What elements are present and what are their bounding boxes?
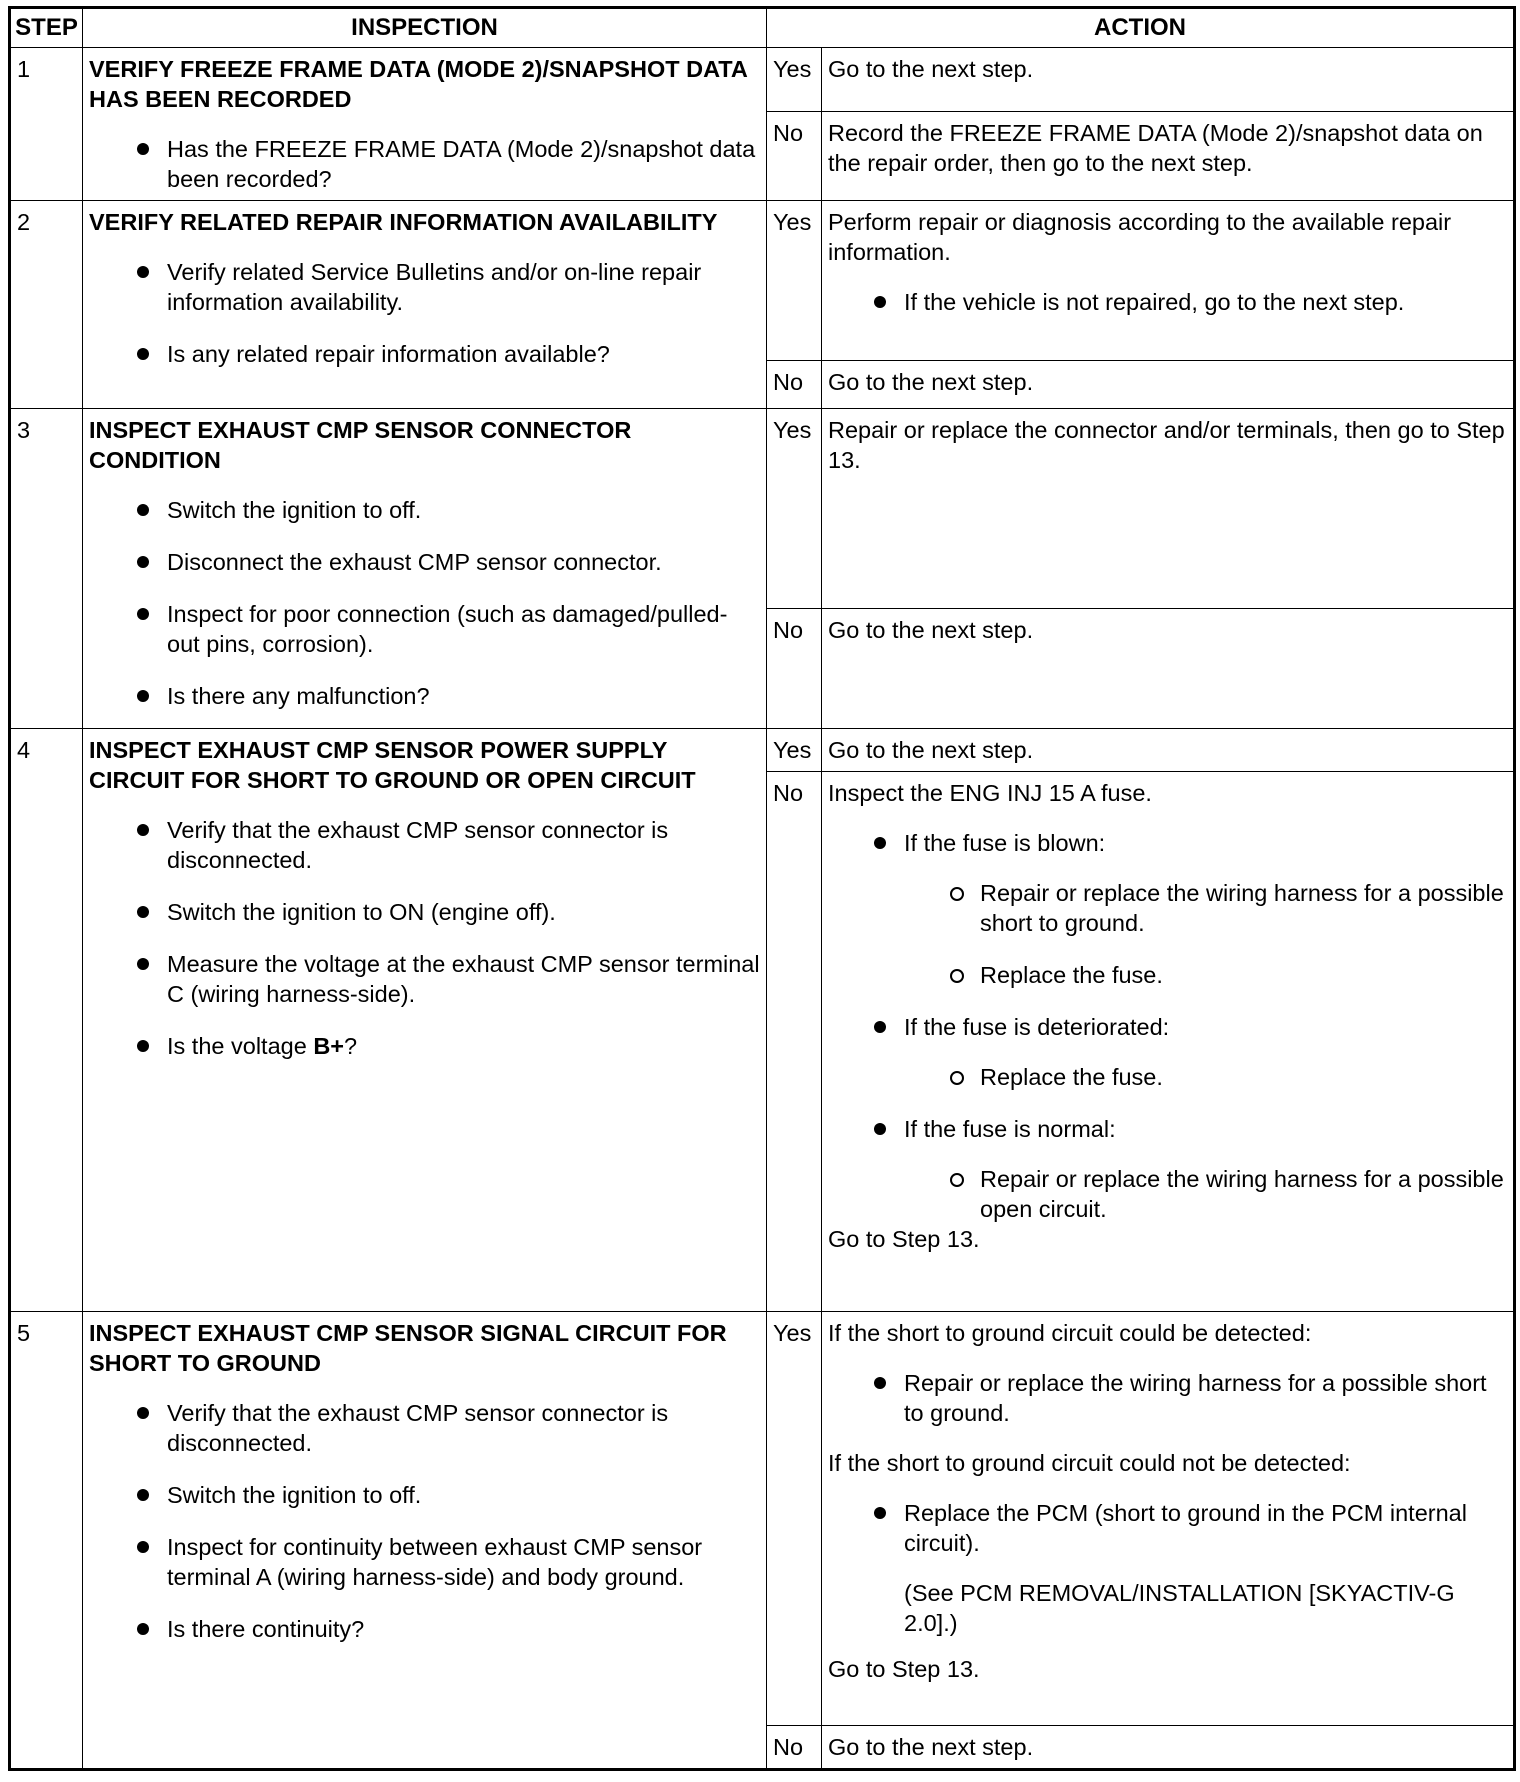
step-3-yes-row: [10, 409, 1515, 609]
no-action: Record the FREEZE FRAME DATA (Mode 2)/snapshot data on the repair order, then go to the next step.: [822, 112, 1515, 201]
bullet-item: Is there any malfunction?: [167, 681, 760, 711]
inspection-cell: [83, 729, 767, 1312]
bullet-item: [904, 1498, 1507, 1638]
inspection-cell: [83, 409, 767, 729]
no-action: Go to the next step.: [822, 361, 1515, 409]
step-number: 1: [10, 48, 83, 201]
sub-bullet-item: Replace the fuse.: [980, 960, 1507, 990]
yes-detected: If the short to ground circuit could be detected:: [828, 1320, 1312, 1346]
replace-pcm: Replace the PCM (short to ground in the PCM internal circuit).: [904, 1500, 1467, 1556]
bullet-item: Is any related repair information available?: [167, 339, 760, 369]
no-label: No: [767, 772, 822, 1312]
inspection-title: VERIFY FREEZE FRAME DATA (MODE 2)/SNAPSHOT DATA HAS BEEN RECORDED: [89, 56, 748, 112]
yes-final: Go to Step 13.: [828, 1656, 980, 1682]
step-number: 4: [10, 729, 83, 1312]
no-intro: Inspect the ENG INJ 15 A fuse.: [828, 780, 1152, 806]
bullet-item: Switch the ignition to off.: [167, 1480, 760, 1510]
yes-label: Yes: [767, 729, 822, 772]
bullet-item: Measure the voltage at the exhaust CMP sensor terminal C (wiring harness-side).: [167, 951, 760, 1007]
inspection-bullets: [89, 815, 760, 1061]
yes-detected-bullets: [828, 1368, 1507, 1428]
yes-action: Perform repair or diagnosis according to the available repair information.: [828, 209, 1452, 265]
step-1-yes-row: [10, 48, 1515, 112]
bullet-item: Is there continuity?: [167, 1614, 760, 1644]
yes-action: Go to the next step.: [822, 48, 1515, 112]
yes-label: Yes: [767, 1312, 822, 1726]
sub-bullets: [904, 1164, 1507, 1224]
bullet-item: [904, 828, 1507, 990]
no-label: No: [767, 609, 822, 729]
bullet-item: Switch the ignition to ON (engine off).: [167, 897, 760, 927]
step-4-yes-row: [10, 729, 1515, 772]
inspection-title: VERIFY RELATED REPAIR INFORMATION AVAILABILITY: [89, 209, 718, 235]
inspection-cell: [83, 201, 767, 409]
inspection-title: INSPECT EXHAUST CMP SENSOR POWER SUPPLY CIRCUIT FOR SHORT TO GROUND OR OPEN CIRCUIT: [89, 737, 696, 793]
bullet-item: [904, 1012, 1507, 1092]
yes-label: Yes: [767, 409, 822, 609]
bullet-prefix: Is the voltage: [167, 1033, 314, 1059]
inspection-bullets: [89, 495, 760, 711]
sub-bullet-item: Repair or replace the wiring harness for a possible open circuit.: [980, 1164, 1507, 1224]
inspection-bullets: [89, 257, 760, 369]
header-action: ACTION: [767, 8, 1515, 48]
yes-not-detected: If the short to ground circuit could not be detected:: [828, 1450, 1351, 1476]
fuse-normal: If the fuse is normal:: [904, 1116, 1116, 1142]
bullet-item: Has the FREEZE FRAME DATA (Mode 2)/snapshot data been recorded?: [167, 134, 760, 194]
bullet-item: Disconnect the exhaust CMP sensor connector.: [167, 547, 760, 577]
inspection-title: INSPECT EXHAUST CMP SENSOR SIGNAL CIRCUIT FOR SHORT TO GROUND: [89, 1320, 727, 1376]
step-2-yes-row: [10, 201, 1515, 361]
inspection-cell: [83, 48, 767, 201]
bullet-item: Verify related Service Bulletins and/or on-line repair information availability.: [167, 257, 760, 317]
bullet-item: Inspect for poor connection (such as damaged/pulled-out pins, corrosion).: [167, 599, 760, 659]
no-label: No: [767, 361, 822, 409]
bullet-item: Verify that the exhaust CMP sensor connector is disconnected.: [167, 1398, 760, 1458]
header-inspection: INSPECTION: [83, 8, 767, 48]
yes-action: Repair or replace the connector and/or terminals, then go to Step 13.: [822, 409, 1515, 609]
diagnostic-procedure-table: [8, 6, 1516, 1771]
bullet-item: [904, 1114, 1507, 1224]
bullet-item: Repair or replace the wiring harness for a possible short to ground.: [904, 1368, 1507, 1428]
yes-not-detected-bullets: [828, 1498, 1507, 1638]
inspection-title: INSPECT EXHAUST CMP SENSOR CONNECTOR CONDITION: [89, 417, 632, 473]
bullet-item: [167, 1031, 760, 1061]
pcm-reference: (See PCM REMOVAL/INSTALLATION [SKYACTIV-G 2.0].): [904, 1580, 1455, 1636]
no-action-cell: [822, 772, 1515, 1312]
bullet-suffix: ?: [344, 1033, 358, 1059]
inspection-bullets: [89, 1398, 760, 1644]
fuse-deteriorated: If the fuse is deteriorated:: [904, 1014, 1170, 1040]
no-label: No: [767, 112, 822, 201]
no-label: No: [767, 1726, 822, 1770]
yes-action-cell: [822, 1312, 1515, 1726]
no-final: Go to Step 13.: [828, 1226, 980, 1252]
header-row: [10, 8, 1515, 48]
bullet-item: Switch the ignition to off.: [167, 495, 760, 525]
yes-action-cell: [822, 201, 1515, 361]
no-action-bullets: [828, 828, 1507, 1224]
bullet-item: Verify that the exhaust CMP sensor connector is disconnected.: [167, 815, 760, 875]
yes-label: Yes: [767, 201, 822, 361]
sub-bullet-item: Repair or replace the wiring harness for a possible short to ground.: [980, 878, 1507, 938]
bullet-item: Inspect for continuity between exhaust CMP sensor terminal A (wiring harness-side) and body ground.: [167, 1532, 760, 1592]
header-step: STEP: [10, 8, 83, 48]
inspection-bullets: [89, 134, 760, 194]
sub-bullets: [904, 1062, 1507, 1092]
step-number: 3: [10, 409, 83, 729]
sub-bullets: [904, 878, 1507, 990]
no-action: Go to the next step.: [822, 1726, 1515, 1770]
yes-action-bullets: [828, 287, 1507, 317]
no-action: Go to the next step.: [822, 609, 1515, 729]
yes-label: Yes: [767, 48, 822, 112]
bullet-item: If the vehicle is not repaired, go to the next step.: [904, 287, 1507, 317]
step-number: 5: [10, 1312, 83, 1770]
step-number: 2: [10, 201, 83, 409]
yes-action: Go to the next step.: [822, 729, 1515, 772]
voltage-value: B+: [313, 1033, 345, 1059]
fuse-blown: If the fuse is blown:: [904, 830, 1106, 856]
sub-bullet-item: Replace the fuse.: [980, 1062, 1507, 1092]
step-5-yes-row: [10, 1312, 1515, 1726]
inspection-cell: [83, 1312, 767, 1770]
